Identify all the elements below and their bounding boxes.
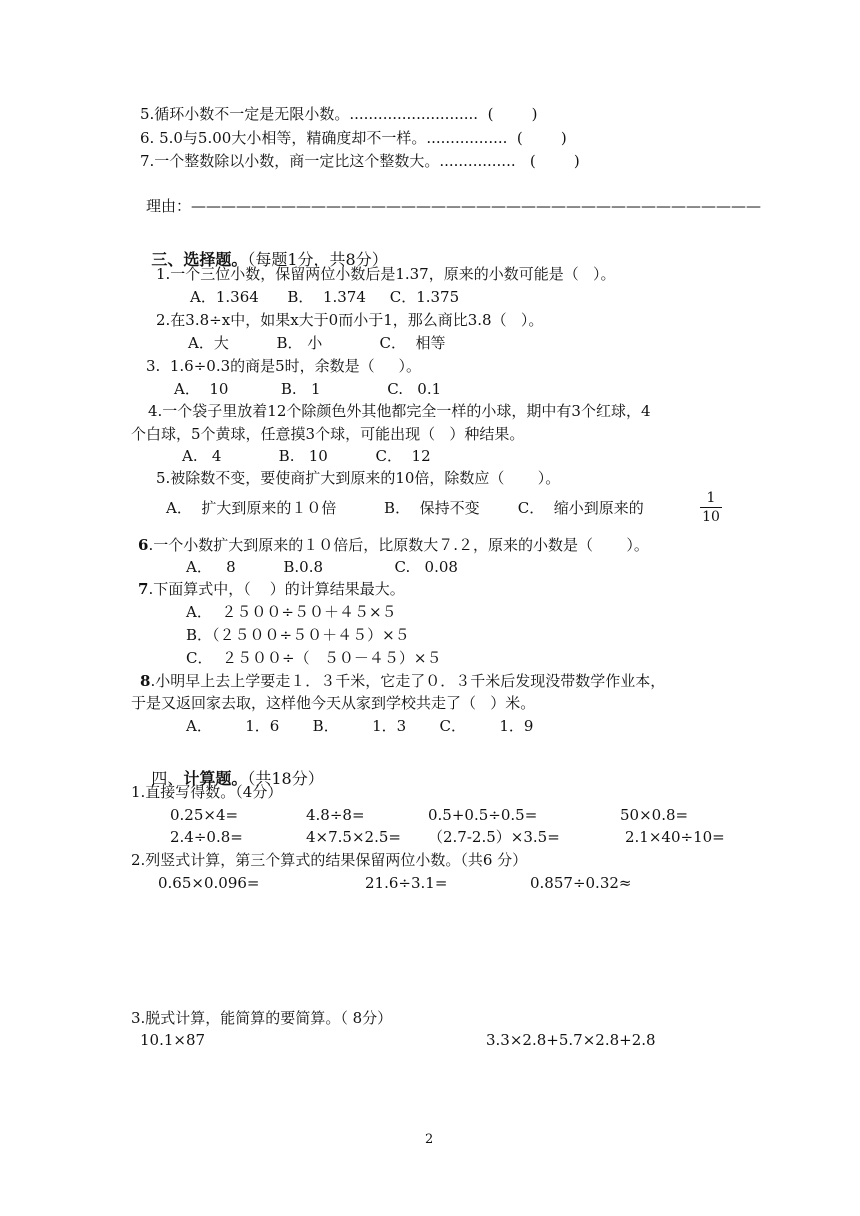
s4-p1-r2-c1: 2.4÷0.8= xyxy=(170,828,243,846)
s3-q3: 3. 1.6÷0.3的商是5时，余数是（ ）。 xyxy=(146,357,422,375)
s3-q7-number: 7 xyxy=(138,580,149,598)
judge-reason: 理由：—————————————————————————————————————— xyxy=(146,197,762,215)
s3-q5-fraction xyxy=(700,490,722,525)
s3-q8-text: .小明早上去上学要走１．３千米，它走了０．３千米后发现没带数学作业本， xyxy=(150,672,666,690)
s4-p2-item-1: 0.65×0.096= xyxy=(158,874,260,892)
s3-q2-options: A．大 B． 小 C． 相等 xyxy=(188,334,446,352)
s3-q7-option-c: C． ２５００÷（ ５０－４５）×５ xyxy=(186,649,442,667)
s3-q4-line1: 4.一个袋子里放着12个除颜色外其他都完全一样的小球，期中有3个红球，4 xyxy=(148,402,651,420)
s4-p1-r1-c1: 0.25×4= xyxy=(170,806,239,824)
s4-p1-r2-c3: （2.7-2.5）×3.5= xyxy=(428,828,560,846)
s3-q8-number: 8 xyxy=(140,672,151,690)
s3-q7-option-b: B．（２５００÷５０＋４５）×５ xyxy=(186,626,410,644)
s4-p2-item-2: 21.6÷3.1= xyxy=(365,874,448,892)
s3-q7-text: .下面算式中，（ ）的计算结果最大。 xyxy=(148,580,405,598)
judge-q7: 7.一个整数除以小数，商一定比这个整数大。................ ( ) xyxy=(140,152,580,170)
s3-q3-options: A． 10 B. 1 C. 0.1 xyxy=(174,380,442,398)
s4-p1: 1.直接写得数。（4分） xyxy=(131,783,283,801)
s3-q1-options: A．1.364 B． 1.374 C．1.375 xyxy=(190,288,460,306)
fraction-denominator: 10 xyxy=(702,509,720,525)
s4-p1-r2-c2: 4×7.5×2.5= xyxy=(306,828,401,846)
s3-q7-option-a: A． ２５００÷５０＋４５×５ xyxy=(186,603,397,621)
s3-q6-options: A． 8 B.0.8 C. 0.08 xyxy=(186,558,458,576)
s3-q8-options: A． 1．6 B． 1．3 C． 1．9 xyxy=(186,717,534,735)
s4-p1-r1-c4: 50×0.8= xyxy=(620,806,689,824)
judge-q5: 5.循环小数不一定是无限小数。........................... ( ) xyxy=(140,105,538,123)
s3-q7 xyxy=(138,579,405,599)
s4-p1-r2-c4: 2.1×40÷10= xyxy=(625,828,725,846)
s4-p3: 3.脱式计算，能简算的要简算。（ 8分） xyxy=(131,1009,393,1027)
s4-p3-item-1: 10.1×87 xyxy=(140,1031,206,1049)
section3-note: （每题1分，共8分） xyxy=(247,250,388,269)
s3-q4-line2: 个白球，5个黄球，任意摸3个球，可能出现（ ）种结果。 xyxy=(131,425,525,443)
section4-note: （共18分） xyxy=(247,769,324,788)
s3-q6-text: .一个小数扩大到原来的１０倍后，比原数大７.２，原来的小数是（ ）。 xyxy=(148,536,649,554)
s3-q8-line1 xyxy=(140,671,665,691)
section3-title: 三、选择题。 xyxy=(151,250,248,269)
s3-q5: 5.被除数不变，要使商扩大到原来的10倍，除数应（ ）。 xyxy=(156,469,561,487)
s3-q6 xyxy=(138,535,649,555)
section4-title-prefix: 四、 xyxy=(151,769,184,788)
fraction-numerator: 1 xyxy=(700,490,722,508)
page-number: 2 xyxy=(425,1132,434,1147)
section4-title: 计算题。 xyxy=(183,769,248,788)
s3-q1: 1.一个三位小数，保留两位小数后是1.37，原来的小数可能是（ ）。 xyxy=(156,265,616,283)
s4-p3-item-2: 3.3×2.8+5.7×2.8+2.8 xyxy=(486,1031,656,1049)
s3-q5-options: A． 扩大到原来的１０倍 B． 保持不变 C． 缩小到原来的 xyxy=(166,499,644,517)
s3-q8-line2: 于是又返回家去取，这样他今天从家到学校共走了（ ）米。 xyxy=(131,694,536,712)
s4-p1-r1-c3: 0.5+0.5÷0.5= xyxy=(428,806,538,824)
s4-p1-r1-c2: 4.8÷8= xyxy=(306,806,365,824)
judge-q6: 6. 5.0与5.00大小相等，精确度却不一样。................. ( ) xyxy=(140,129,567,147)
s3-q4-options: A. 4 B. 10 C． 12 xyxy=(182,447,431,465)
s3-q2: 2.在3.8÷x中，如果x大于0而小于1，那么商比3.8（ ）。 xyxy=(156,311,544,329)
s4-p2: 2.列竖式计算，第三个算式的结果保留两位小数。（共6 分） xyxy=(131,851,528,869)
s3-q6-number: 6 xyxy=(138,536,149,554)
s4-p2-item-3: 0.857÷0.32≈ xyxy=(530,874,632,892)
